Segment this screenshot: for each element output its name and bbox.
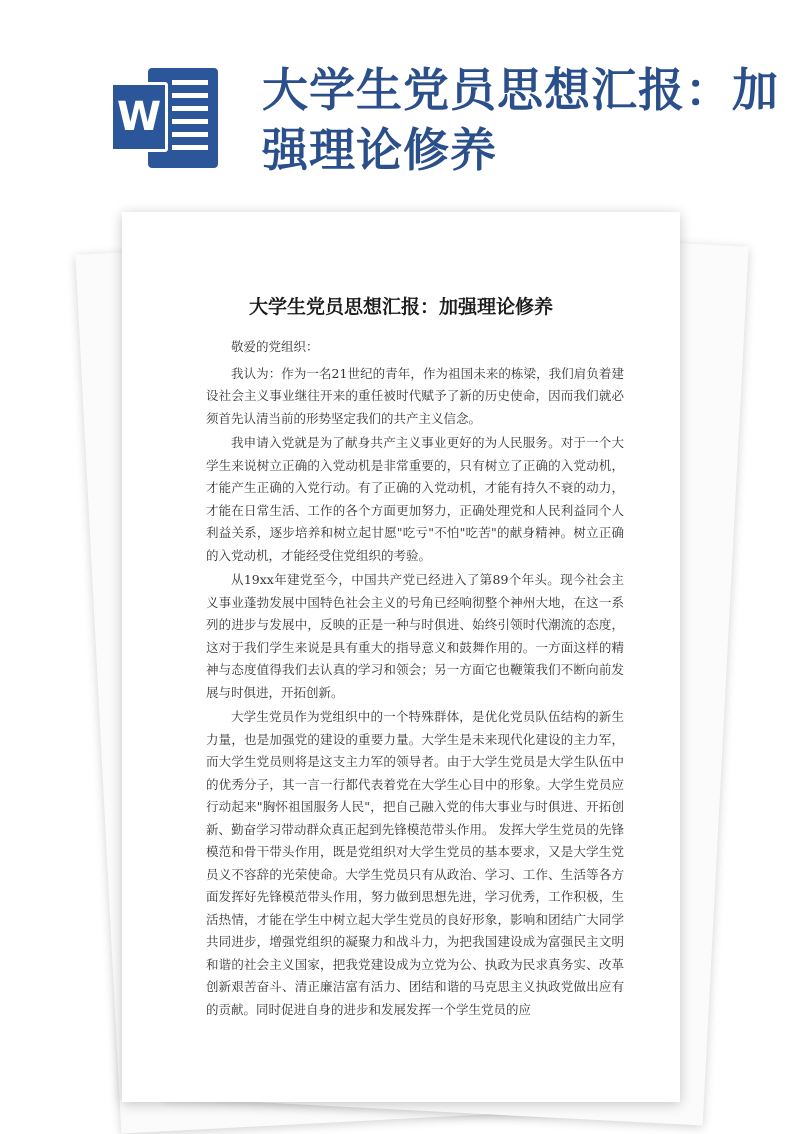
word-letter-badge: W [110,82,168,152]
document-body [206,336,624,1023]
document-title: 大学生党员思想汇报：加强理论修养 [248,296,553,318]
paragraph-2: 我申请入党就是为了献身共产主义事业更好的为人民服务。对于一个大学生来说树立正确的入党动机是非常重要的，只有树立了正确的入党动机，才能产生正确的入党行动。有了正确的入党动机，才能有持久不衰的动力，才能在日常生活、工作的各个方面更加努力，正确处理党和人民利益同个人利益关系，逐步培养和树立起甘愿"吃亏"不怕"吃苦"的献身精神。树立正确的入党动机，才能经受住党组织的考验。 [206,435,624,563]
paragraph-3: 从19xx年建党至今，中国共产党已经进入了第89个年头。现今社会主义事业蓬勃发展中国特色社会主义的号角已经响彻整个神州大地，在这一系列的进步与发展中，反映的正是一种与时俱进、始终引领时代潮流的态度，这对于我们学生来说是具有重大的指导意义和鼓舞作用的。一方面这样的精神与态度值得我们去认真的学习和领会；另一方面它也鞭策我们不断向前发展与时俱进，开拓创新。 [206,572,624,700]
page-title: 大学生党员思想汇报：加强理论修养 [262,63,779,177]
page-header [0,0,800,200]
paragraph-1: 我认为：作为一名21世纪的青年，作为祖国未来的栋梁，我们肩负着建设社会主义事业继往开来的重任被时代赋予了新的历史使命，因而我们就必须首先认清当前的形势坚定我们的共产主义信念。 [206,365,624,426]
paragraph-4: 大学生党员作为党组织中的一个特殊群体，是优化党员队伍结构的新生力量，也是加强党的建设的重要力量。大学生是未来现代化建设的主力军，而大学生党员则将是这支主力军的领导者。由于大学生党员是大学生队伍中的优秀分子，其一言一行都代表着党在大学生心目中的形象。大学生党员应行动起来"胸怀祖国服务人民"，把自己融入党的伟大事业与时俱进、开拓创新、勤奋学习带动群众真正起到先锋模范带头作用。 发挥大学生党员的先锋模范和骨干带头作用，既是党组织对大学生党员的基本要求，又是大学生党员义不容辞的光荣使命。大学生党员只有从政治、学习、工作、生活等各方面发挥好先锋模范带头作用，努力做到思想先进，学习优秀，工作积极，生活热情，才能在学生中树立起大学生党员的良好形象，影响和团结广大同学共同进步，增强党组织的凝聚力和战斗力，为把我国建设成为富强民主文明和谐的社会主义国家，把我党建设成为立党为公、执政为民求真务实、改革创新艰苦奋斗、清正廉洁富有活力、团结和谐的马克思主义执政党做出应有的贡献。同时促进自身的进步和发展发挥一个学生党员的应 [206,709,624,1017]
word-document-icon [110,68,218,168]
salutation: 敬爱的党组织： [231,339,319,354]
document-page [122,212,680,1102]
